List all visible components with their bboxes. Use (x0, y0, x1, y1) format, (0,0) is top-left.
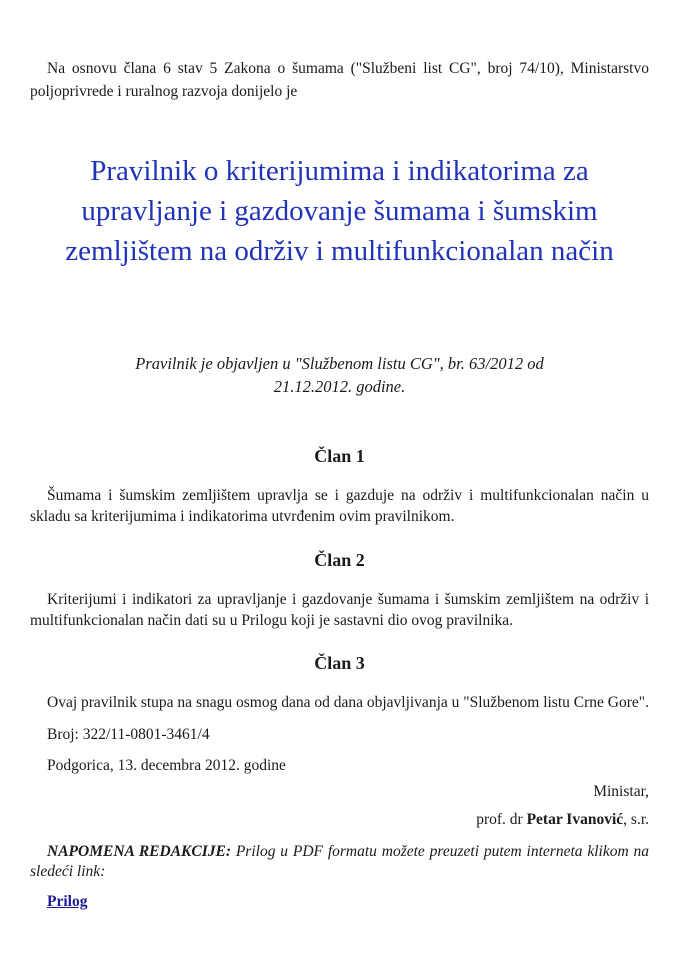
place-date-line: Podgorica, 13. decembra 2012. godine (47, 757, 286, 774)
article-1-body: Šumama i šumskim zemljištem upravlja se i gazduje na održiv i multifunkcionalan način u skladu sa kriterijumima i indikatorima utvrđenim ovim pravilnikom. (30, 487, 649, 525)
publication-note: Pravilnik je objavljen u "Službenom listu CG", br. 63/2012 od 21.12.2012. godine. (135, 354, 544, 396)
signature-name-line (30, 809, 649, 830)
attachment-link[interactable]: Prilog (47, 893, 88, 910)
intro-paragraph: Na osnovu člana 6 stav 5 Zakona o šumama ("Službeni list CG", broj 74/10), Ministarstvo poljoprivrede i ruralnog razvoja donijelo je (30, 60, 649, 100)
document-title: Pravilnik o kriterijumima i indikatorima za upravljanje i gazdovanje šumama i šumskim zemljištem na održiv i multifunkcionalan način (65, 155, 614, 267)
editorial-note-label: NAPOMENA REDAKCIJE: (47, 843, 231, 860)
article-1-heading: Član 1 (314, 446, 365, 466)
editorial-note-text: Prilog u PDF formatu možete preuzeti putem interneta klikom na sledeći link: (30, 843, 649, 880)
article-2-heading: Član 2 (314, 550, 365, 570)
signature-name: Petar Ivanović (526, 811, 624, 828)
document-number-line: Broj: 322/11-0801-3461/4 (47, 726, 210, 743)
article-2-body: Kriterijumi i indikatori za upravljanje i gazdovanje šumama i šumskim zemljištem na održiv i multifunkcionalan način dati su u Prilogu koji je sastavni dio ovog pravilnika. (30, 591, 649, 629)
article-3-heading: Član 3 (314, 653, 365, 673)
article-3-body: Ovaj pravilnik stupa na snagu osmog dana od dana objavljivanja u "Službenom listu Crne Gore". (47, 694, 649, 711)
attachment-link-line (30, 891, 649, 912)
editorial-note (30, 842, 649, 882)
signature-name-suffix: , s.r. (623, 811, 649, 828)
signature-name-prefix: prof. dr (476, 811, 527, 828)
signature-role: Ministar, (593, 783, 649, 800)
